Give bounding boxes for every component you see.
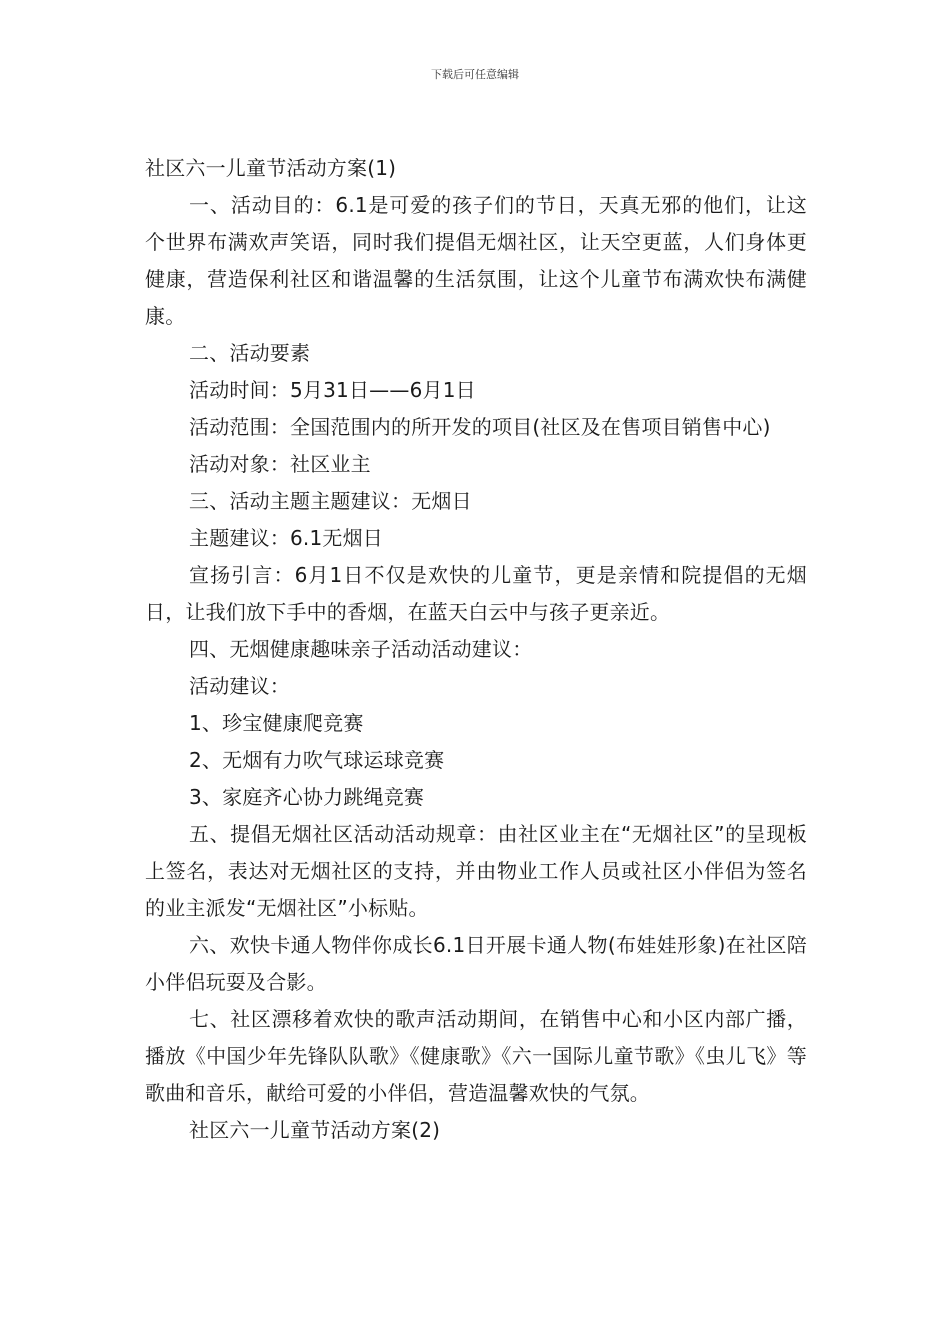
document-body <box>145 150 807 1149</box>
list-item: 2、无烟有力吹气球运球竞赛 <box>189 748 445 772</box>
paragraph-activity-target: 活动对象：社区业主 <box>189 452 371 476</box>
paragraph-cartoon-characters: 六、欢快卡通人物伴你成长6.1日开展卡通人物(布娃娃形象)在社区陪小伴侣玩耍及合影。 <box>145 933 807 994</box>
section-title-plan-2: 社区六一儿童节活动方案(2) <box>189 1118 441 1142</box>
paragraph-no-smoking-rules: 五、提倡无烟社区活动活动规章：由社区业主在“无烟社区”的呈现板上签名，表达对无烟社区的支持，并由物业工作人员或社区小伴侣为签名的业主派发“无烟社区”小标贴。 <box>145 822 807 920</box>
document-title: 社区六一儿童节活动方案(1) <box>145 156 397 180</box>
paragraph-songs: 七、社区漂移着欢快的歌声活动期间，在销售中心和小区内部广播，播放《中国少年先锋队队歌》《健康歌》《六一国际儿童节歌》《虫儿飞》等歌曲和音乐，献给可爱的小伴侣，营造温馨欢快的气氛。 <box>145 1007 807 1105</box>
paragraph-theme-heading: 三、活动主题主题建议：无烟日 <box>189 489 472 513</box>
paragraph-theme-suggestion: 主题建议：6.1无烟日 <box>189 526 384 550</box>
list-item: 1、珍宝健康爬竞赛 <box>189 711 364 735</box>
list-item: 3、家庭齐心协力跳绳竞赛 <box>189 785 425 809</box>
paragraph-activity-scope: 活动范围：全国范围内的所开发的项目(社区及在售项目销售中心) <box>189 415 771 439</box>
paragraph-activity-time: 活动时间：5月31日——6月1日 <box>189 378 476 402</box>
paragraph-parent-child-heading: 四、无烟健康趣味亲子活动活动建议： <box>189 637 533 661</box>
paragraph-activity-suggestions: 活动建议： <box>189 674 290 698</box>
paragraph-activity-purpose: 一、活动目的：6.1是可爱的孩子们的节日，天真无邪的他们，让这个世界布满欢声笑语，同时我们提倡无烟社区，让天空更蓝，人们身体更健康，营造保利社区和谐温馨的生活氛围，让这个儿童节布满欢快布满健康。 <box>145 193 807 328</box>
paragraph-activity-elements-heading: 二、活动要素 <box>189 341 311 365</box>
paragraph-slogan: 宣扬引言：6月1日不仅是欢快的儿童节，更是亲情和院提倡的无烟日，让我们放下手中的香烟，在蓝天白云中与孩子更亲近。 <box>145 563 807 624</box>
page-header-note: 下载后可任意编辑 <box>431 68 519 81</box>
